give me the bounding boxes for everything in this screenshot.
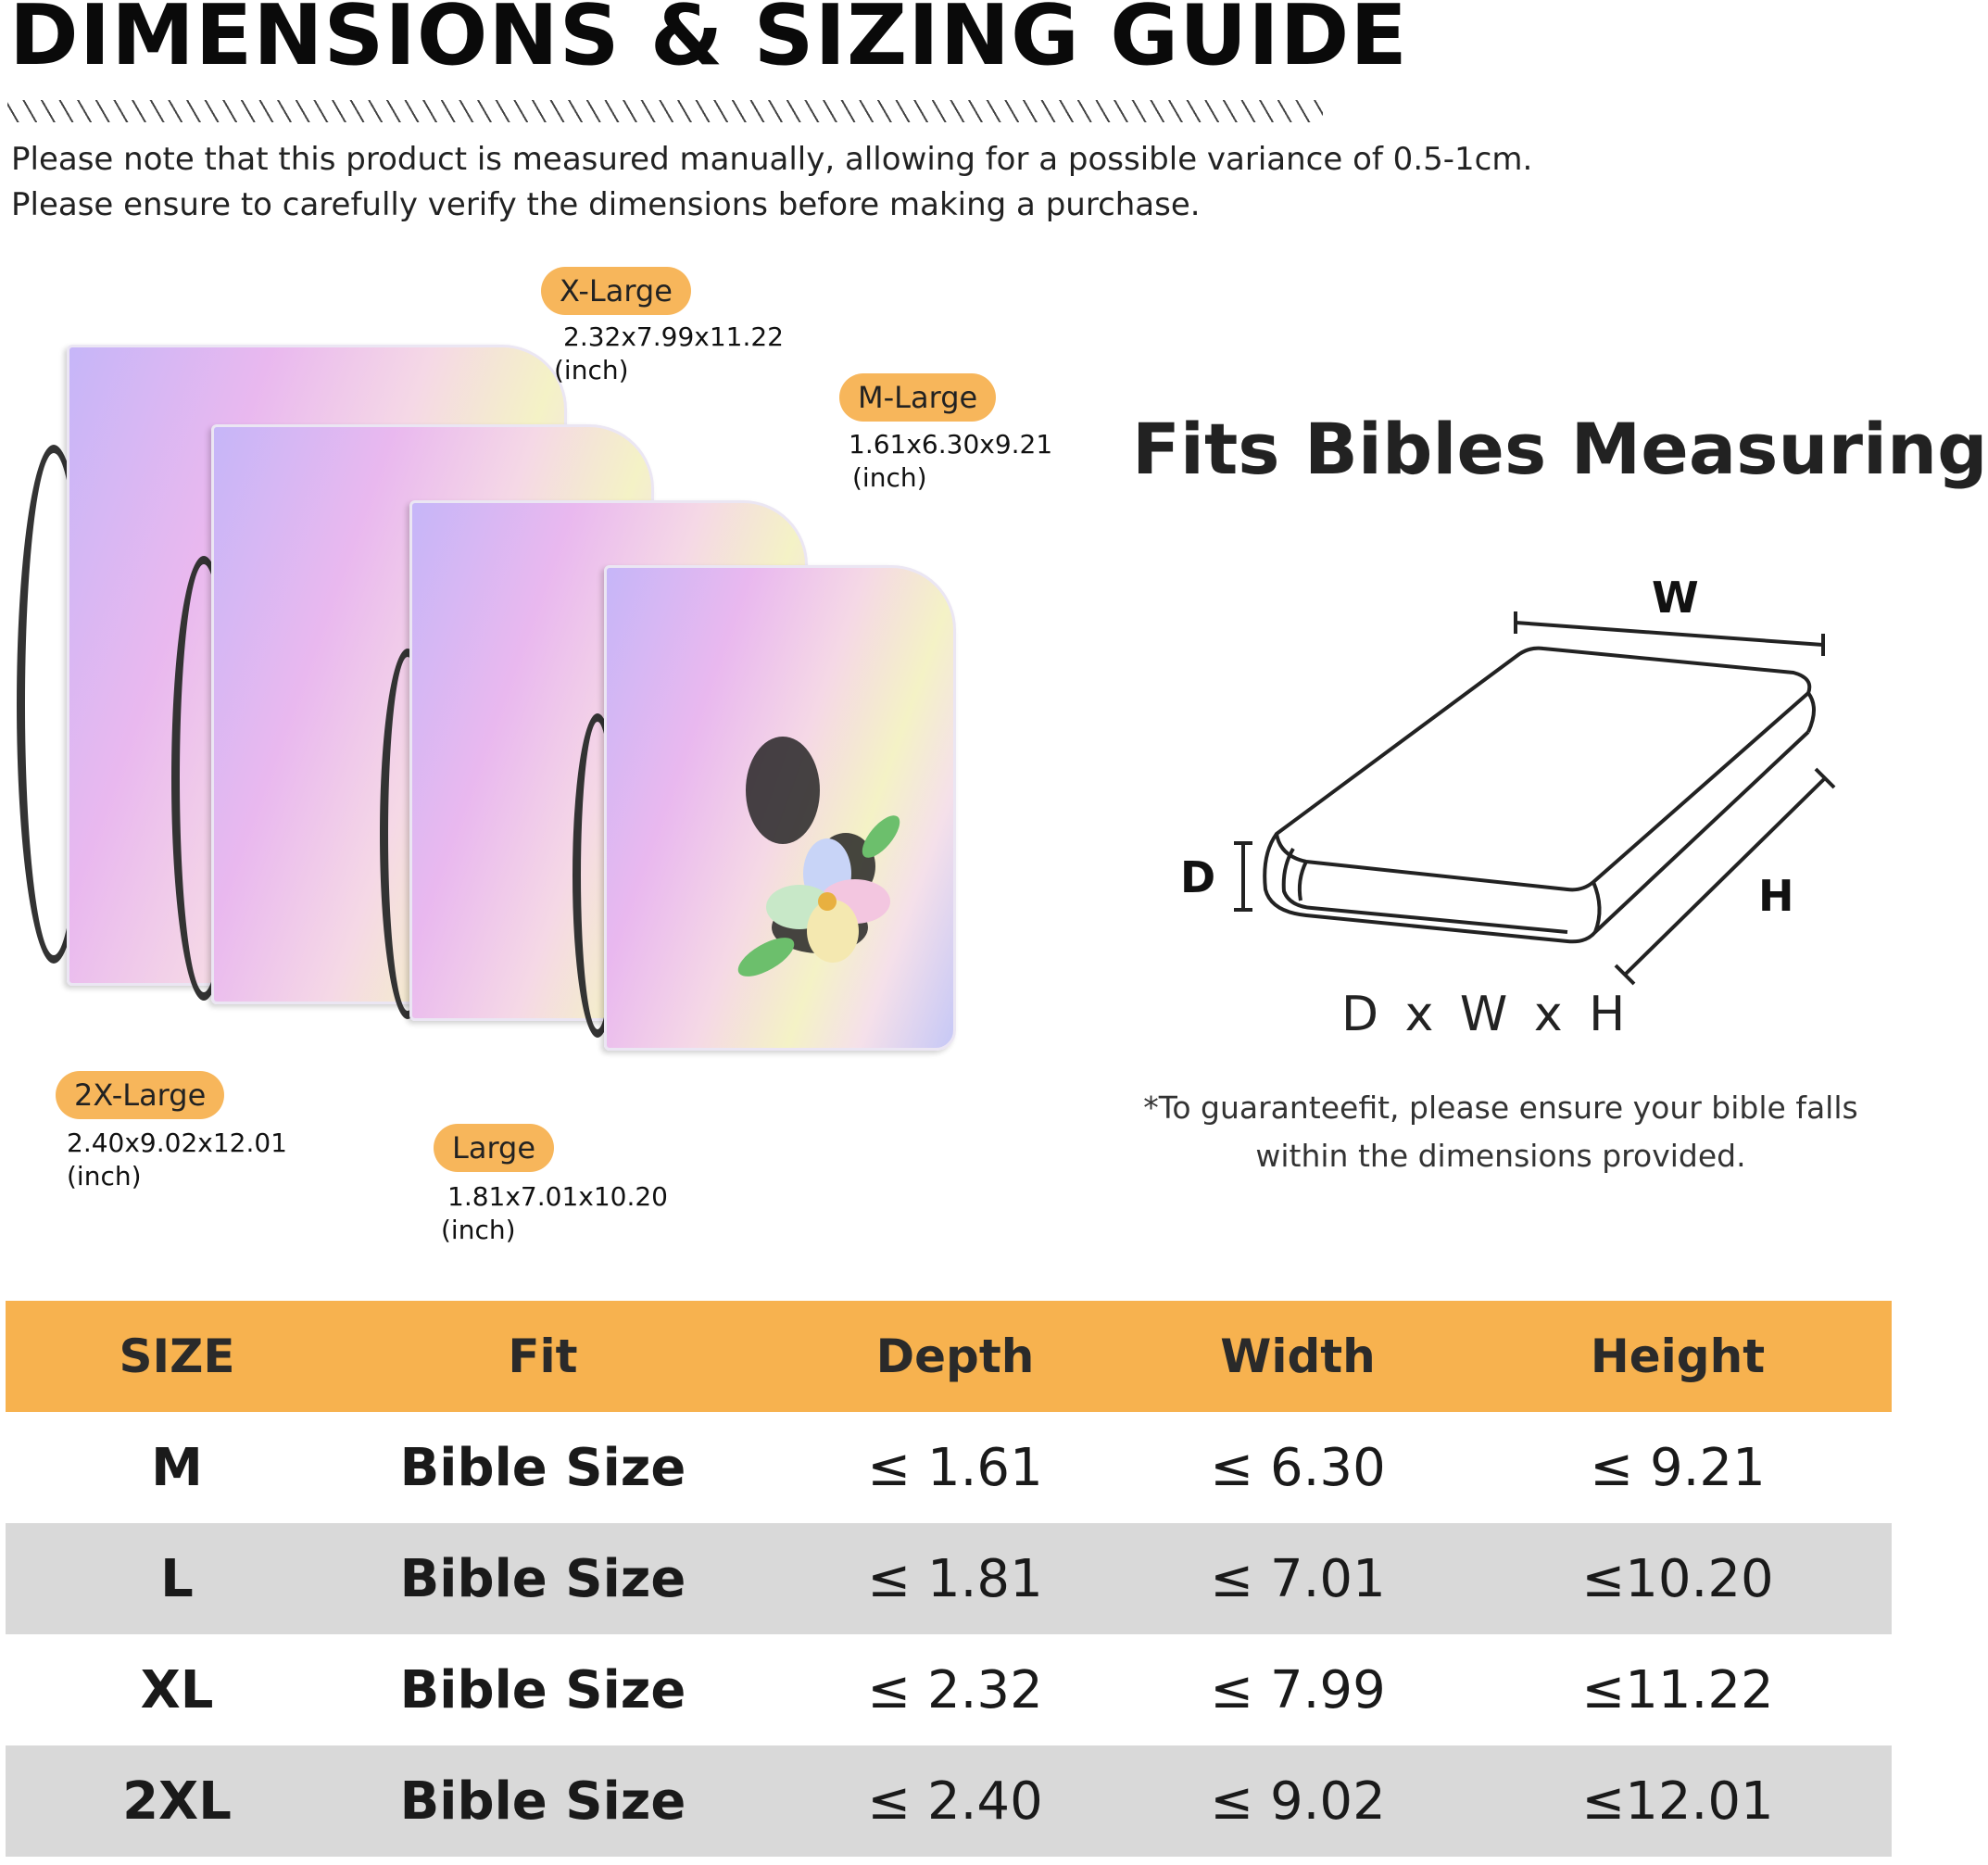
header-height: Height xyxy=(1590,1329,1766,1383)
cell-width: ≤ 7.99 xyxy=(1210,1659,1386,1720)
cell-size: 2XL xyxy=(122,1770,232,1832)
header-depth: Depth xyxy=(875,1329,1035,1383)
cell-height: ≤10.20 xyxy=(1581,1548,1774,1609)
size-unit-mlarge: (inch) xyxy=(852,462,927,493)
cell-height: ≤ 9.21 xyxy=(1590,1437,1766,1498)
size-badge-xxlarge: 2X-Large xyxy=(56,1071,224,1119)
diagram-w-label: W xyxy=(1652,573,1699,623)
cover-flower-icon xyxy=(607,568,959,1053)
measurement-note xyxy=(11,137,1532,228)
size-dims-xxlarge: 2.40x9.02x12.01 xyxy=(67,1128,287,1158)
cell-size: L xyxy=(160,1548,194,1609)
cell-fit: Bible Size xyxy=(399,1659,686,1720)
note-line-1: Please note that this product is measured manually, allowing for a possible variance of 0.5-1cm. xyxy=(11,141,1533,178)
cell-width: ≤ 6.30 xyxy=(1210,1437,1386,1498)
note-line-2: Please ensure to carefully verify the dimensions before making a purchase. xyxy=(11,186,1201,223)
hatch-divider xyxy=(7,100,1323,122)
table-row xyxy=(6,1634,1892,1745)
table-header-row xyxy=(6,1301,1892,1412)
cell-fit: Bible Size xyxy=(399,1548,686,1609)
diagram-h-label: H xyxy=(1758,871,1794,921)
fit-note-line-2: within the dimensions provided. xyxy=(1255,1138,1746,1174)
size-dims-xlarge: 2.32x7.99x11.22 xyxy=(563,321,784,352)
size-unit-xlarge: (inch) xyxy=(554,355,629,385)
size-unit-xxlarge: (inch) xyxy=(67,1161,142,1191)
header-fit: Fit xyxy=(508,1329,578,1383)
table-row xyxy=(6,1523,1892,1634)
size-table xyxy=(6,1301,1892,1857)
diagram-formula: D x W x H xyxy=(1341,987,1631,1042)
cell-size: M xyxy=(151,1437,203,1498)
size-dims-large: 1.81x7.01x10.20 xyxy=(447,1181,668,1212)
cell-depth: ≤ 2.40 xyxy=(867,1770,1043,1832)
size-badge-large: Large xyxy=(434,1124,554,1172)
cell-fit: Bible Size xyxy=(399,1770,686,1832)
cell-fit: Bible Size xyxy=(399,1437,686,1498)
size-badge-mlarge: M-Large xyxy=(839,373,996,422)
cell-size: XL xyxy=(140,1659,214,1720)
size-badge-xlarge: X-Large xyxy=(541,267,691,315)
size-dims-mlarge: 1.61x6.30x9.21 xyxy=(849,429,1053,460)
table-row xyxy=(6,1412,1892,1523)
table-row xyxy=(6,1745,1892,1857)
cell-width: ≤ 9.02 xyxy=(1210,1770,1386,1832)
diagram-d-label: D xyxy=(1180,852,1216,902)
cell-depth: ≤ 1.61 xyxy=(867,1437,1043,1498)
page-title: DIMENSIONS & SIZING GUIDE xyxy=(9,0,1408,84)
fits-title: Fits Bibles Measuring xyxy=(1132,408,1988,490)
cell-depth: ≤ 2.32 xyxy=(867,1659,1043,1720)
fit-note xyxy=(1112,1084,1890,1180)
cell-width: ≤ 7.01 xyxy=(1210,1548,1386,1609)
size-unit-large: (inch) xyxy=(441,1215,516,1245)
cell-height: ≤11.22 xyxy=(1581,1659,1774,1720)
cover-mlarge xyxy=(604,565,956,1051)
cell-height: ≤12.01 xyxy=(1581,1770,1774,1832)
header-width: Width xyxy=(1220,1329,1376,1383)
book-diagram-icon xyxy=(1204,593,1853,1019)
fit-note-line-1: *To guaranteefit, please ensure your bible falls xyxy=(1143,1090,1858,1126)
cell-depth: ≤ 1.81 xyxy=(867,1548,1043,1609)
header-size: SIZE xyxy=(119,1329,235,1383)
